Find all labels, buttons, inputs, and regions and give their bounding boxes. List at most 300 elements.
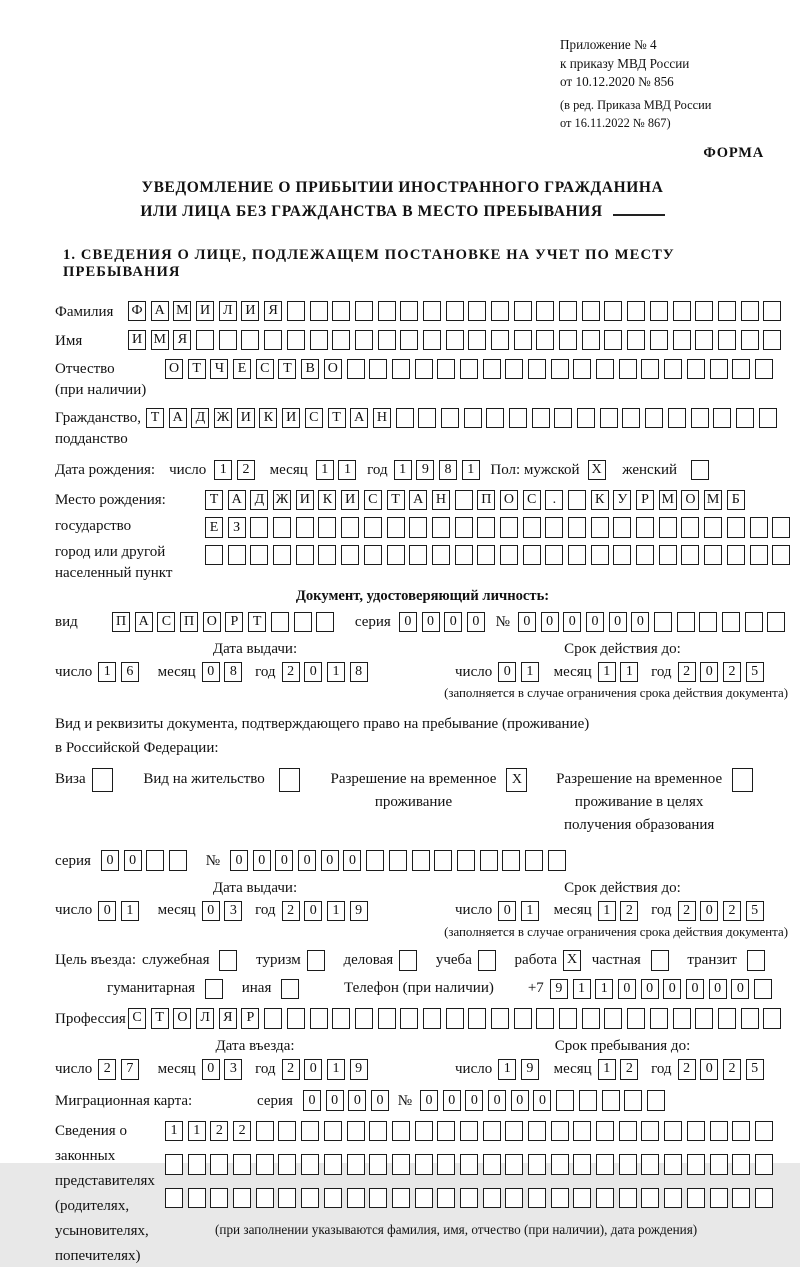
patronymic-cell[interactable] (369, 359, 387, 380)
birth-place-cell[interactable] (318, 517, 336, 538)
name-cell[interactable]: М (151, 330, 169, 351)
representatives-cell[interactable] (278, 1154, 296, 1175)
name-cell[interactable] (264, 330, 282, 351)
representatives-cell[interactable] (551, 1121, 569, 1142)
citizenship-cell[interactable]: Ж (214, 408, 232, 429)
id-valid-year-cell[interactable]: 2 (723, 662, 741, 683)
patronymic-cell[interactable] (573, 359, 591, 380)
birth-place-cell[interactable] (523, 517, 541, 538)
representatives-cell[interactable] (437, 1188, 455, 1209)
birth-place-cell[interactable]: П (477, 490, 495, 511)
mig-number-cell[interactable] (624, 1090, 642, 1111)
birth-place-cell[interactable] (704, 545, 722, 566)
representatives-cell[interactable] (415, 1121, 433, 1142)
mig-number-cell[interactable]: 0 (511, 1090, 529, 1111)
phone-cell[interactable] (754, 979, 772, 1000)
birth-place-cell[interactable] (750, 517, 768, 538)
doc-type-cell[interactable] (316, 612, 334, 633)
temp-residence-edu-checkbox[interactable] (732, 768, 753, 792)
entry-day-cell[interactable]: 7 (121, 1059, 139, 1080)
id-number-cell[interactable]: 0 (609, 612, 627, 633)
citizenship-cell[interactable] (441, 408, 459, 429)
id-issue-month-cell[interactable]: 0 (202, 662, 220, 683)
representatives-cell[interactable] (596, 1188, 614, 1209)
citizenship-cell[interactable]: И (282, 408, 300, 429)
res-number-cell[interactable]: 0 (253, 850, 271, 871)
stay-month-cell[interactable]: 2 (620, 1059, 638, 1080)
representatives-cell[interactable] (392, 1154, 410, 1175)
id-issue-month-cell[interactable]: 8 (224, 662, 242, 683)
patronymic-cell[interactable]: Т (188, 359, 206, 380)
mig-series-cell[interactable]: 0 (371, 1090, 389, 1111)
birth-place-cell[interactable] (409, 517, 427, 538)
profession-cell[interactable] (287, 1008, 305, 1029)
birth-place-cell[interactable] (523, 545, 541, 566)
surname-cell[interactable] (650, 301, 668, 322)
surname-cell[interactable] (423, 301, 441, 322)
birth-place-cell[interactable] (273, 545, 291, 566)
representatives-cell[interactable] (596, 1121, 614, 1142)
citizenship-cell[interactable] (622, 408, 640, 429)
name-cell[interactable] (514, 330, 532, 351)
representatives-cell[interactable] (301, 1154, 319, 1175)
birth-place-cell[interactable]: . (545, 490, 563, 511)
representatives-cell[interactable] (233, 1154, 251, 1175)
representatives-cell[interactable] (573, 1154, 591, 1175)
id-valid-month-cell[interactable]: 1 (620, 662, 638, 683)
id-valid-year-cell[interactable]: 0 (700, 662, 718, 683)
birth-month-cell[interactable]: 1 (316, 460, 334, 481)
id-issue-year-cell[interactable]: 2 (282, 662, 300, 683)
patronymic-cell[interactable]: С (256, 359, 274, 380)
citizenship-cell[interactable]: Д (191, 408, 209, 429)
representatives-cell[interactable] (710, 1188, 728, 1209)
representatives-cell[interactable] (551, 1188, 569, 1209)
birth-place-cell[interactable]: К (318, 490, 336, 511)
id-series-cell[interactable]: 0 (422, 612, 440, 633)
patronymic-cell[interactable] (483, 359, 501, 380)
patronymic-cell[interactable] (710, 359, 728, 380)
representatives-cell[interactable] (210, 1188, 228, 1209)
patronymic-cell[interactable]: О (324, 359, 342, 380)
surname-cell[interactable] (446, 301, 464, 322)
id-valid-year-cell[interactable]: 2 (678, 662, 696, 683)
purpose-official-checkbox[interactable] (219, 950, 237, 971)
representatives-cell[interactable] (641, 1188, 659, 1209)
id-number-cell[interactable]: 0 (631, 612, 649, 633)
birth-place-cell[interactable] (681, 545, 699, 566)
birth-day-cell[interactable]: 1 (214, 460, 232, 481)
birth-place-cell[interactable]: М (704, 490, 722, 511)
patronymic-cell[interactable] (551, 359, 569, 380)
res-issue-day-cell[interactable]: 0 (98, 901, 116, 922)
citizenship-cell[interactable] (736, 408, 754, 429)
purpose-other-checkbox[interactable] (281, 979, 299, 1000)
citizenship-cell[interactable]: Т (328, 408, 346, 429)
representatives-cell[interactable] (710, 1154, 728, 1175)
patronymic-cell[interactable]: Ч (210, 359, 228, 380)
birth-place-cell[interactable] (228, 545, 246, 566)
id-issue-year-cell[interactable]: 1 (327, 662, 345, 683)
birth-place-cell[interactable]: Р (636, 490, 654, 511)
surname-cell[interactable] (559, 301, 577, 322)
birth-place-cell[interactable] (409, 545, 427, 566)
birth-place-cell[interactable] (455, 517, 473, 538)
id-valid-day-cell[interactable]: 0 (498, 662, 516, 683)
id-issue-day-cell[interactable]: 1 (98, 662, 116, 683)
profession-cell[interactable]: С (128, 1008, 146, 1029)
name-cell[interactable] (559, 330, 577, 351)
purpose-private-checkbox[interactable] (651, 950, 669, 971)
patronymic-cell[interactable]: В (301, 359, 319, 380)
birth-place-cell[interactable] (364, 545, 382, 566)
profession-cell[interactable] (559, 1008, 577, 1029)
birth-place-cell[interactable]: К (591, 490, 609, 511)
name-cell[interactable] (423, 330, 441, 351)
birth-place-cell[interactable]: Д (250, 490, 268, 511)
surname-cell[interactable]: Л (219, 301, 237, 322)
birth-place-cell[interactable]: У (613, 490, 631, 511)
male-checkbox[interactable]: X (588, 460, 606, 481)
representatives-cell[interactable] (528, 1154, 546, 1175)
id-number-cell[interactable] (767, 612, 785, 633)
phone-cell[interactable]: 0 (731, 979, 749, 1000)
patronymic-cell[interactable] (732, 359, 750, 380)
profession-cell[interactable]: Р (241, 1008, 259, 1029)
birth-place-cell[interactable] (477, 517, 495, 538)
representatives-cell[interactable] (755, 1121, 773, 1142)
birth-place-cell[interactable]: Т (387, 490, 405, 511)
representatives-cell[interactable] (551, 1154, 569, 1175)
birth-place-cell[interactable] (772, 545, 790, 566)
id-number-cell[interactable] (722, 612, 740, 633)
patronymic-cell[interactable] (347, 359, 365, 380)
phone-cell[interactable]: 1 (573, 979, 591, 1000)
representatives-cell[interactable] (324, 1188, 342, 1209)
representatives-cell[interactable] (483, 1121, 501, 1142)
phone-cell[interactable]: 0 (686, 979, 704, 1000)
entry-year-cell[interactable]: 2 (282, 1059, 300, 1080)
res-valid-year-cell[interactable]: 2 (678, 901, 696, 922)
birth-place-cell[interactable]: О (500, 490, 518, 511)
birth-place-cell[interactable] (341, 545, 359, 566)
representatives-cell[interactable] (732, 1188, 750, 1209)
birth-place-cell[interactable] (250, 517, 268, 538)
name-cell[interactable]: И (128, 330, 146, 351)
name-cell[interactable] (446, 330, 464, 351)
surname-cell[interactable]: М (173, 301, 191, 322)
representatives-cell[interactable] (483, 1154, 501, 1175)
representatives-cell[interactable] (369, 1154, 387, 1175)
doc-type-cell[interactable]: О (203, 612, 221, 633)
mig-series-cell[interactable]: 0 (326, 1090, 344, 1111)
female-checkbox[interactable] (691, 460, 709, 481)
res-issue-year-cell[interactable]: 9 (350, 901, 368, 922)
birth-place-cell[interactable] (341, 517, 359, 538)
birth-place-cell[interactable] (659, 545, 677, 566)
citizenship-cell[interactable] (759, 408, 777, 429)
name-cell[interactable] (650, 330, 668, 351)
representatives-cell[interactable] (301, 1188, 319, 1209)
res-valid-year-cell[interactable]: 5 (746, 901, 764, 922)
representatives-cell[interactable] (505, 1154, 523, 1175)
surname-cell[interactable] (378, 301, 396, 322)
res-series-cell[interactable] (146, 850, 164, 871)
profession-cell[interactable] (264, 1008, 282, 1029)
purpose-humanitarian-checkbox[interactable] (205, 979, 223, 1000)
purpose-study-checkbox[interactable] (478, 950, 496, 971)
surname-cell[interactable] (582, 301, 600, 322)
representatives-cell[interactable] (415, 1188, 433, 1209)
birth-place-cell[interactable] (568, 490, 586, 511)
patronymic-cell[interactable]: Т (278, 359, 296, 380)
representatives-cell[interactable] (278, 1121, 296, 1142)
birth-place-cell[interactable] (727, 545, 745, 566)
profession-cell[interactable] (741, 1008, 759, 1029)
representatives-cell[interactable] (573, 1188, 591, 1209)
representatives-cell[interactable] (256, 1188, 274, 1209)
birth-place-cell[interactable] (273, 517, 291, 538)
birth-place-cell[interactable]: И (341, 490, 359, 511)
representatives-cell[interactable] (483, 1188, 501, 1209)
representatives-cell[interactable] (528, 1121, 546, 1142)
representatives-cell[interactable] (278, 1188, 296, 1209)
citizenship-cell[interactable] (600, 408, 618, 429)
res-number-cell[interactable] (412, 850, 430, 871)
profession-cell[interactable]: Л (196, 1008, 214, 1029)
birth-place-cell[interactable] (568, 545, 586, 566)
representatives-cell[interactable] (619, 1121, 637, 1142)
surname-cell[interactable] (310, 301, 328, 322)
visa-checkbox[interactable] (92, 768, 113, 792)
birth-place-cell[interactable]: С (523, 490, 541, 511)
doc-type-cell[interactable] (294, 612, 312, 633)
birth-place-cell[interactable] (636, 545, 654, 566)
surname-cell[interactable] (400, 301, 418, 322)
id-number-cell[interactable] (745, 612, 763, 633)
representatives-cell[interactable] (664, 1121, 682, 1142)
res-number-cell[interactable]: 0 (298, 850, 316, 871)
res-issue-day-cell[interactable]: 1 (121, 901, 139, 922)
id-issue-year-cell[interactable]: 0 (304, 662, 322, 683)
citizenship-cell[interactable] (418, 408, 436, 429)
birth-place-cell[interactable]: С (364, 490, 382, 511)
id-number-cell[interactable] (699, 612, 717, 633)
citizenship-cell[interactable]: Т (146, 408, 164, 429)
representatives-cell[interactable] (687, 1121, 705, 1142)
profession-cell[interactable] (310, 1008, 328, 1029)
citizenship-cell[interactable]: А (169, 408, 187, 429)
representatives-cell[interactable] (415, 1154, 433, 1175)
citizenship-cell[interactable]: Н (373, 408, 391, 429)
birth-place-cell[interactable] (636, 517, 654, 538)
birth-place-cell[interactable] (591, 545, 609, 566)
birth-year-cell[interactable]: 8 (439, 460, 457, 481)
birth-place-cell[interactable]: М (659, 490, 677, 511)
phone-cell[interactable]: 0 (618, 979, 636, 1000)
representatives-cell[interactable] (619, 1154, 637, 1175)
surname-cell[interactable] (355, 301, 373, 322)
entry-day-cell[interactable]: 2 (98, 1059, 116, 1080)
representatives-cell[interactable] (505, 1121, 523, 1142)
citizenship-cell[interactable] (532, 408, 550, 429)
birth-place-cell[interactable] (772, 517, 790, 538)
citizenship-cell[interactable] (509, 408, 527, 429)
birth-year-cell[interactable]: 1 (394, 460, 412, 481)
doc-type-cell[interactable]: Р (225, 612, 243, 633)
name-cell[interactable] (582, 330, 600, 351)
mig-number-cell[interactable] (647, 1090, 665, 1111)
representatives-cell[interactable] (256, 1121, 274, 1142)
profession-cell[interactable] (695, 1008, 713, 1029)
representatives-cell[interactable] (596, 1154, 614, 1175)
purpose-tourism-checkbox[interactable] (307, 950, 325, 971)
representatives-cell[interactable] (188, 1188, 206, 1209)
purpose-transit-checkbox[interactable] (747, 950, 765, 971)
stay-day-cell[interactable]: 9 (521, 1059, 539, 1080)
patronymic-cell[interactable] (460, 359, 478, 380)
profession-cell[interactable] (650, 1008, 668, 1029)
representatives-cell[interactable] (732, 1121, 750, 1142)
patronymic-cell[interactable]: О (165, 359, 183, 380)
birth-place-cell[interactable] (545, 517, 563, 538)
residence-permit-checkbox[interactable] (279, 768, 300, 792)
representatives-cell[interactable] (369, 1121, 387, 1142)
representatives-cell[interactable] (505, 1188, 523, 1209)
profession-cell[interactable] (378, 1008, 396, 1029)
birth-place-cell[interactable] (250, 545, 268, 566)
id-series-cell[interactable]: 0 (444, 612, 462, 633)
res-valid-day-cell[interactable]: 1 (521, 901, 539, 922)
representatives-cell[interactable] (392, 1188, 410, 1209)
res-series-cell[interactable] (169, 850, 187, 871)
patronymic-cell[interactable] (437, 359, 455, 380)
patronymic-cell[interactable] (641, 359, 659, 380)
birth-place-cell[interactable] (500, 517, 518, 538)
name-cell[interactable] (378, 330, 396, 351)
phone-cell[interactable]: 9 (550, 979, 568, 1000)
doc-type-cell[interactable]: П (112, 612, 130, 633)
surname-cell[interactable] (673, 301, 691, 322)
representatives-cell[interactable] (210, 1154, 228, 1175)
entry-year-cell[interactable]: 0 (304, 1059, 322, 1080)
name-cell[interactable] (332, 330, 350, 351)
birth-place-cell[interactable]: О (681, 490, 699, 511)
profession-cell[interactable] (582, 1008, 600, 1029)
patronymic-cell[interactable] (664, 359, 682, 380)
profession-cell[interactable] (673, 1008, 691, 1029)
surname-cell[interactable] (332, 301, 350, 322)
id-valid-month-cell[interactable]: 1 (598, 662, 616, 683)
mig-series-cell[interactable]: 0 (348, 1090, 366, 1111)
id-series-cell[interactable]: 0 (399, 612, 417, 633)
birth-place-cell[interactable] (568, 517, 586, 538)
patronymic-cell[interactable]: Е (233, 359, 251, 380)
profession-cell[interactable] (446, 1008, 464, 1029)
representatives-cell[interactable] (732, 1154, 750, 1175)
representatives-cell[interactable] (392, 1121, 410, 1142)
res-number-cell[interactable] (525, 850, 543, 871)
representatives-cell[interactable] (755, 1154, 773, 1175)
patronymic-cell[interactable] (596, 359, 614, 380)
birth-place-cell[interactable]: Е (205, 517, 223, 538)
surname-cell[interactable]: А (151, 301, 169, 322)
birth-place-cell[interactable] (659, 517, 677, 538)
res-number-cell[interactable] (434, 850, 452, 871)
representatives-cell[interactable] (324, 1121, 342, 1142)
representatives-cell[interactable] (188, 1154, 206, 1175)
surname-cell[interactable] (514, 301, 532, 322)
citizenship-cell[interactable]: А (350, 408, 368, 429)
id-number-cell[interactable] (677, 612, 695, 633)
res-number-cell[interactable]: 0 (230, 850, 248, 871)
citizenship-cell[interactable] (464, 408, 482, 429)
citizenship-cell[interactable]: К (259, 408, 277, 429)
citizenship-cell[interactable] (645, 408, 663, 429)
birth-place-cell[interactable] (591, 517, 609, 538)
surname-cell[interactable]: И (241, 301, 259, 322)
birth-place-cell[interactable] (432, 517, 450, 538)
citizenship-cell[interactable] (668, 408, 686, 429)
surname-cell[interactable] (491, 301, 509, 322)
representatives-cell[interactable] (165, 1188, 183, 1209)
surname-cell[interactable] (718, 301, 736, 322)
birth-place-cell[interactable]: А (228, 490, 246, 511)
patronymic-cell[interactable] (528, 359, 546, 380)
name-cell[interactable] (310, 330, 328, 351)
doc-type-cell[interactable]: П (180, 612, 198, 633)
stay-year-cell[interactable]: 0 (700, 1059, 718, 1080)
name-cell[interactable] (695, 330, 713, 351)
res-valid-year-cell[interactable]: 0 (700, 901, 718, 922)
surname-cell[interactable]: Я (264, 301, 282, 322)
res-series-cell[interactable]: 0 (124, 850, 142, 871)
name-cell[interactable] (468, 330, 486, 351)
id-valid-day-cell[interactable]: 1 (521, 662, 539, 683)
representatives-cell[interactable] (347, 1188, 365, 1209)
birth-place-cell[interactable] (500, 545, 518, 566)
id-number-cell[interactable]: 0 (518, 612, 536, 633)
profession-cell[interactable] (763, 1008, 781, 1029)
id-number-cell[interactable]: 0 (586, 612, 604, 633)
id-number-cell[interactable]: 0 (541, 612, 559, 633)
citizenship-cell[interactable] (554, 408, 572, 429)
name-cell[interactable] (491, 330, 509, 351)
stay-month-cell[interactable]: 1 (598, 1059, 616, 1080)
representatives-cell[interactable] (369, 1188, 387, 1209)
birth-place-cell[interactable] (364, 517, 382, 538)
birth-place-cell[interactable]: Н (432, 490, 450, 511)
patronymic-cell[interactable] (505, 359, 523, 380)
birth-place-cell[interactable] (296, 545, 314, 566)
representatives-cell[interactable] (528, 1188, 546, 1209)
mig-number-cell[interactable] (556, 1090, 574, 1111)
birth-place-cell[interactable] (455, 545, 473, 566)
profession-cell[interactable] (491, 1008, 509, 1029)
id-valid-year-cell[interactable]: 5 (746, 662, 764, 683)
profession-cell[interactable] (536, 1008, 554, 1029)
citizenship-cell[interactable] (396, 408, 414, 429)
res-valid-month-cell[interactable]: 2 (620, 901, 638, 922)
representatives-cell[interactable] (347, 1121, 365, 1142)
surname-cell[interactable] (287, 301, 305, 322)
birth-day-cell[interactable]: 2 (237, 460, 255, 481)
res-number-cell[interactable] (457, 850, 475, 871)
representatives-cell[interactable] (256, 1154, 274, 1175)
name-cell[interactable] (741, 330, 759, 351)
doc-type-cell[interactable]: С (157, 612, 175, 633)
representatives-cell[interactable] (573, 1121, 591, 1142)
